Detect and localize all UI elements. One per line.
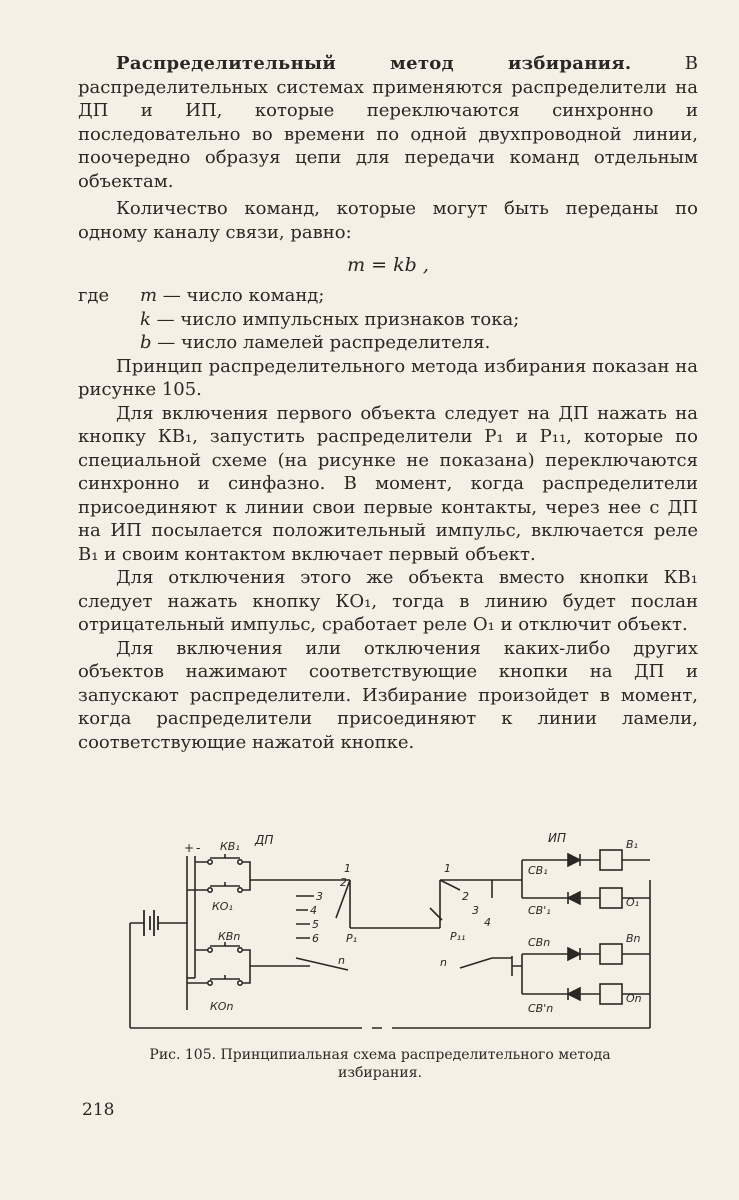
kvn-wire: [195, 950, 268, 966]
where-row: [78, 284, 698, 308]
where-text: — число импульсных признаков тока;: [150, 308, 520, 330]
page-number: 218: [82, 1100, 115, 1120]
label-cbnp: СВ'n: [528, 1002, 554, 1015]
ip-branch-feeds: [522, 860, 600, 994]
label-cbn: СВn: [528, 936, 551, 949]
paragraph-1: [78, 52, 698, 193]
page-body: [78, 52, 698, 754]
ko1-button: [210, 882, 240, 886]
paragraph-6: Для включения или отключения каких-либо других объектов нажимают соответствующие кнопки на ДП и запускают распределители. Избирание произойдет в момент, когда распределители присоединяют к линии ламели, соответствующие нажатой кнопке.: [78, 637, 698, 753]
relay-returns: [622, 860, 650, 994]
label-p2: Р₁₁: [450, 930, 466, 943]
where-var: m: [140, 285, 158, 306]
label-bn: Вn: [626, 932, 641, 945]
circuit-diagram: [100, 828, 660, 1038]
label-cn: n: [338, 954, 345, 967]
label-c1: 1: [344, 862, 351, 875]
where-text: — число ламелей распределителя.: [151, 332, 491, 353]
label-c3: 3: [316, 890, 323, 903]
label-kvn: КВn: [218, 930, 241, 943]
label-c4: 4: [310, 904, 317, 917]
where-list: [78, 284, 698, 355]
label-cb1: СВ₁: [528, 864, 548, 877]
section-run-in-title: Распределительный метод избирания.: [116, 53, 632, 74]
label-kv1: КВ₁: [220, 840, 240, 853]
diode-bn: [568, 948, 580, 960]
battery-wires: [130, 923, 187, 1028]
relay-o1: [600, 888, 622, 908]
label-kon: КОn: [210, 1000, 234, 1013]
where-text: — число команд;: [157, 285, 325, 306]
formula: m = kb ,: [347, 254, 429, 276]
label-p1: Р₁: [346, 932, 358, 945]
label-on: Оn: [626, 992, 642, 1005]
kv1-wire: [195, 862, 268, 880]
label-d2: 2: [462, 890, 469, 903]
paragraph-5: Для отключения этого же объекта вместо кнопки КВ₁ следует нажать кнопку КО₁, тогда в линию будет послан отрицательный импульс, сработает реле О₁ и отключит объект.: [78, 567, 698, 635]
label-o1: О₁: [626, 896, 640, 909]
label-plus: +: [184, 841, 195, 855]
where-row: [78, 331, 698, 355]
label-d1: 1: [444, 862, 451, 875]
label-d3: 3: [472, 904, 479, 917]
label-cb1p: СВ'₁: [528, 904, 551, 917]
label-c6: 6: [312, 932, 319, 945]
label-c2: 2: [340, 876, 347, 889]
where-var: b: [140, 332, 152, 353]
where-row: [78, 308, 698, 332]
paragraph-4: Для включения первого объекта следует на ДП нажать на кнопку КВ₁, запустить распределители Р₁ и Р₁₁, которые по специальной схеме (на рисунке не показана) переключаются синхронно и синфазно. В момент, когда распределители присоединяют к линии свои первые контакты, через нее с ДП на ИП посылается положительный импульс, включается реле В₁ и своим контактом включает первый объект.: [78, 402, 698, 565]
label-minus: -: [196, 841, 201, 855]
relay-b1: [600, 850, 622, 870]
kon-button: [210, 975, 240, 979]
dp-bus-lines: [187, 856, 195, 1010]
battery-symbol: [144, 910, 158, 936]
diode-on: [568, 988, 580, 1000]
figure-caption: Рис. 105. Принципиальная схема распределительного метода избирания.: [149, 1047, 611, 1081]
paragraph-3: Принцип распределительного метода избирания показан на рисунке 105.: [78, 355, 698, 400]
label-ip: ИП: [548, 831, 566, 845]
label-dn: n: [440, 956, 447, 969]
label-ko1: КО₁: [212, 900, 233, 913]
paragraph-2: Количество команд, которые могут быть переданы по одному каналу связи, равно:: [78, 198, 698, 243]
p2-lamel-n: [460, 958, 512, 968]
p2-wiper: [398, 880, 460, 928]
kv1-button: [210, 854, 240, 858]
label-dp: ДП: [255, 833, 274, 847]
where-var: k: [140, 308, 151, 330]
label-c5: 5: [312, 918, 319, 931]
paragraph-1-text: В распределительных системах применяются распределители на ДП и ИП, которые переключаются синхронно и последовательно во времени по одной двухпроводной линии, поочередно образуя цепи для передачи команд отдельным объектам.: [78, 53, 698, 192]
relay-on: [600, 984, 622, 1004]
where-lead: где: [78, 285, 110, 306]
ip-junctions: [492, 880, 522, 976]
label-b1: В₁: [626, 838, 638, 851]
diode-b1: [568, 854, 580, 866]
relay-bn: [600, 944, 622, 964]
label-d4: 4: [484, 916, 491, 929]
diode-o1: [568, 892, 580, 904]
